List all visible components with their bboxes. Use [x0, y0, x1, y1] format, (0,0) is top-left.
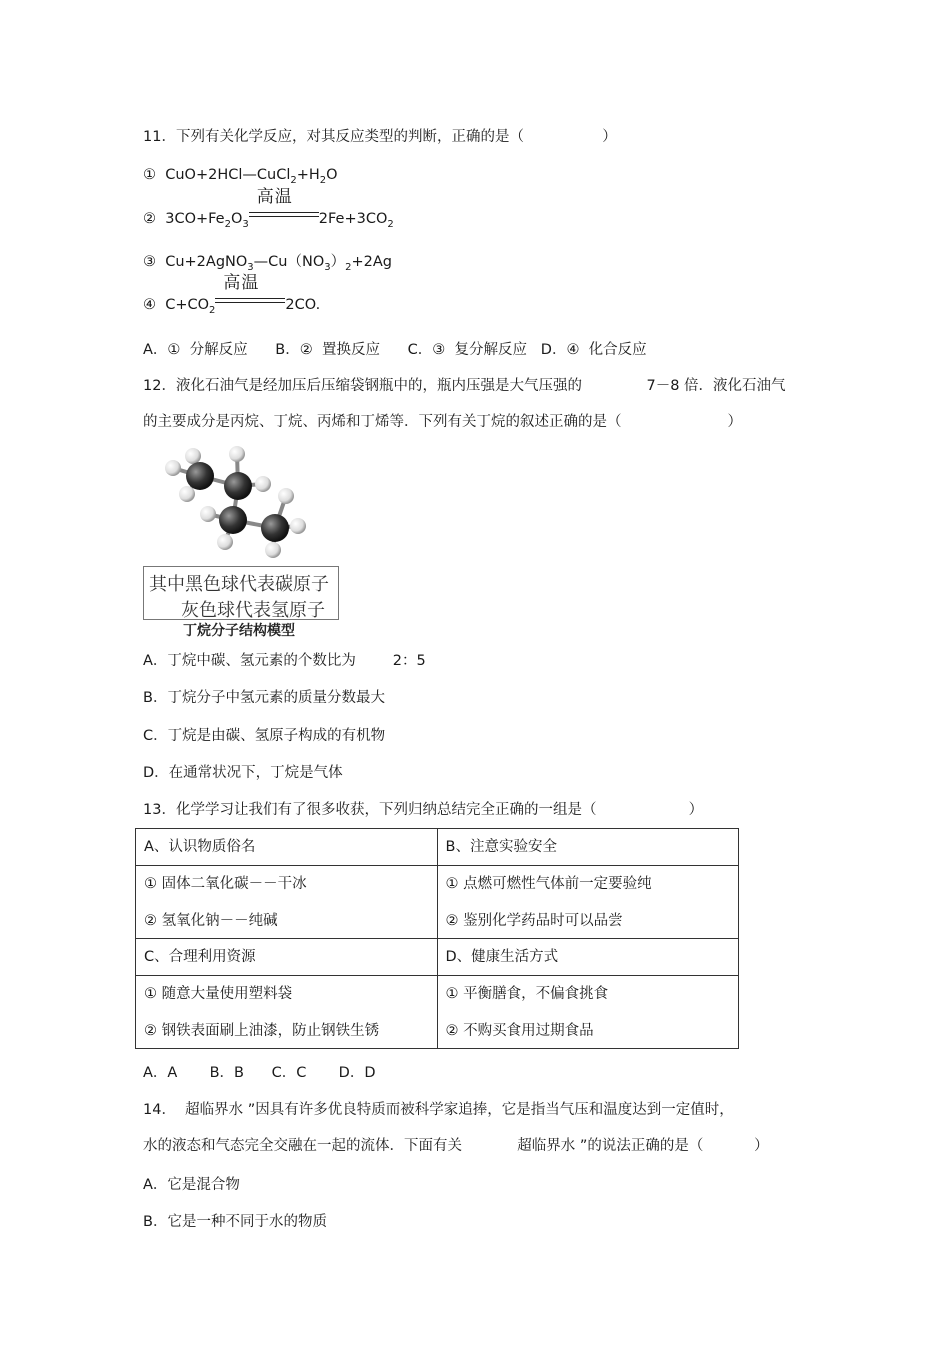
table-item: ① 固体二氧化碳－－干冰 — [144, 876, 307, 892]
butane-molecule-model-image — [143, 442, 343, 566]
table-cell-b-heading: B、注意实验安全 — [437, 829, 739, 866]
q13-summary-table — [135, 828, 739, 1049]
table-item: ① 点燃可燃性气体前一定要验纯 — [445, 876, 652, 892]
figure-caption-hydrogen: 灰色球代表氢原子 — [181, 600, 325, 621]
q11-stem: 11．下列有关化学反应，对其反应类型的判断，正确的是（ ） — [143, 129, 617, 145]
table-cell-c-heading: C、合理利用资源 — [136, 939, 438, 976]
reaction-condition: 高温 — [215, 295, 285, 315]
reaction-condition: 高温 — [249, 209, 319, 229]
figure-title: 丁烷分子结构模型 — [183, 623, 295, 639]
q11-equation-2: ② $3CO+Fe_2O_3$ 高温 $2Fe+3CO_2$ — [143, 187, 394, 230]
q13-options: A．A B．B C．C D．D — [143, 1065, 376, 1081]
figure-caption-carbon: 其中黑色球代表碳原子 — [149, 574, 329, 595]
table-item: ② 不购买食用过期食品 — [445, 1023, 594, 1039]
table-cell-a-heading: A、认识物质俗名 — [136, 829, 438, 866]
table-item: ① 平衡膳食，不偏食挑食 — [445, 986, 609, 1002]
butane-molecule-figure — [143, 442, 343, 642]
q14-option-a: A．它是混合物 — [143, 1177, 240, 1193]
table-cell-a-content — [136, 866, 438, 939]
q12-option-c: C．丁烷是由碳、氢原子构成的有机物 — [143, 728, 386, 744]
table-cell-b-content — [437, 866, 739, 939]
table-cell-d-heading: D、健康生活方式 — [437, 939, 739, 976]
q12-option-b: B．丁烷分子中氢元素的质量分数最大 — [143, 690, 385, 706]
q13-stem: 13．化学学习让我们有了很多收获，下列归纳总结完全正确的一组是（ ） — [143, 802, 704, 818]
q11-equation-4: ④ $C+CO_2$ 高温 2CO. — [143, 273, 321, 316]
table-item: ① 随意大量使用塑料袋 — [144, 986, 293, 1002]
table-item: ② 钢铁表面刷上油漆，防止钢铁生锈 — [144, 1023, 380, 1039]
table-item: ② 鉴别化学药品时可以品尝 — [445, 913, 623, 929]
q14-stem-line1: 14． 超临界水 ”因具有许多优良特质而被科学家追捧，它是指当气压和温度达到一定值时， — [143, 1102, 734, 1118]
q12-option-a: A．丁烷中碳、氢元素的个数比为 2：5 — [143, 653, 426, 669]
q12-stem-line2: 的主要成分是丙烷、丁烷、丙烯和丁烯等．下列有关丁烷的叙述正确的是（ ） — [143, 414, 743, 430]
q14-stem-line2: 水的液态和气态完全交融在一起的流体．下面有关 超临界水 ”的说法正确的是（ ） — [143, 1138, 769, 1154]
table-item: ② 氢氧化钠－－纯碱 — [144, 913, 278, 929]
table-cell-d-content — [437, 976, 739, 1049]
q12-option-d: D．在通常状况下，丁烷是气体 — [143, 765, 343, 781]
q14-option-b: B．它是一种不同于水的物质 — [143, 1214, 327, 1230]
q11-equation-3: ③ $Cu+2AgNO_3—Cu(NO_3)_2+2Ag$ — [143, 254, 392, 273]
table-cell-c-content — [136, 976, 438, 1049]
q11-options: A．① 分解反应 B．② 置换反应 C．③ 复分解反应 D．④ 化合反应 — [143, 342, 647, 358]
q12-stem-line1: 12．液化石油气是经加压后压缩袋钢瓶中的，瓶内压强是大气压强的 7－8 倍．液化石油气 — [143, 378, 786, 394]
q11-equation-1: ① $CuO+2HCl—CuCl_2+H_2O$ — [143, 167, 338, 186]
